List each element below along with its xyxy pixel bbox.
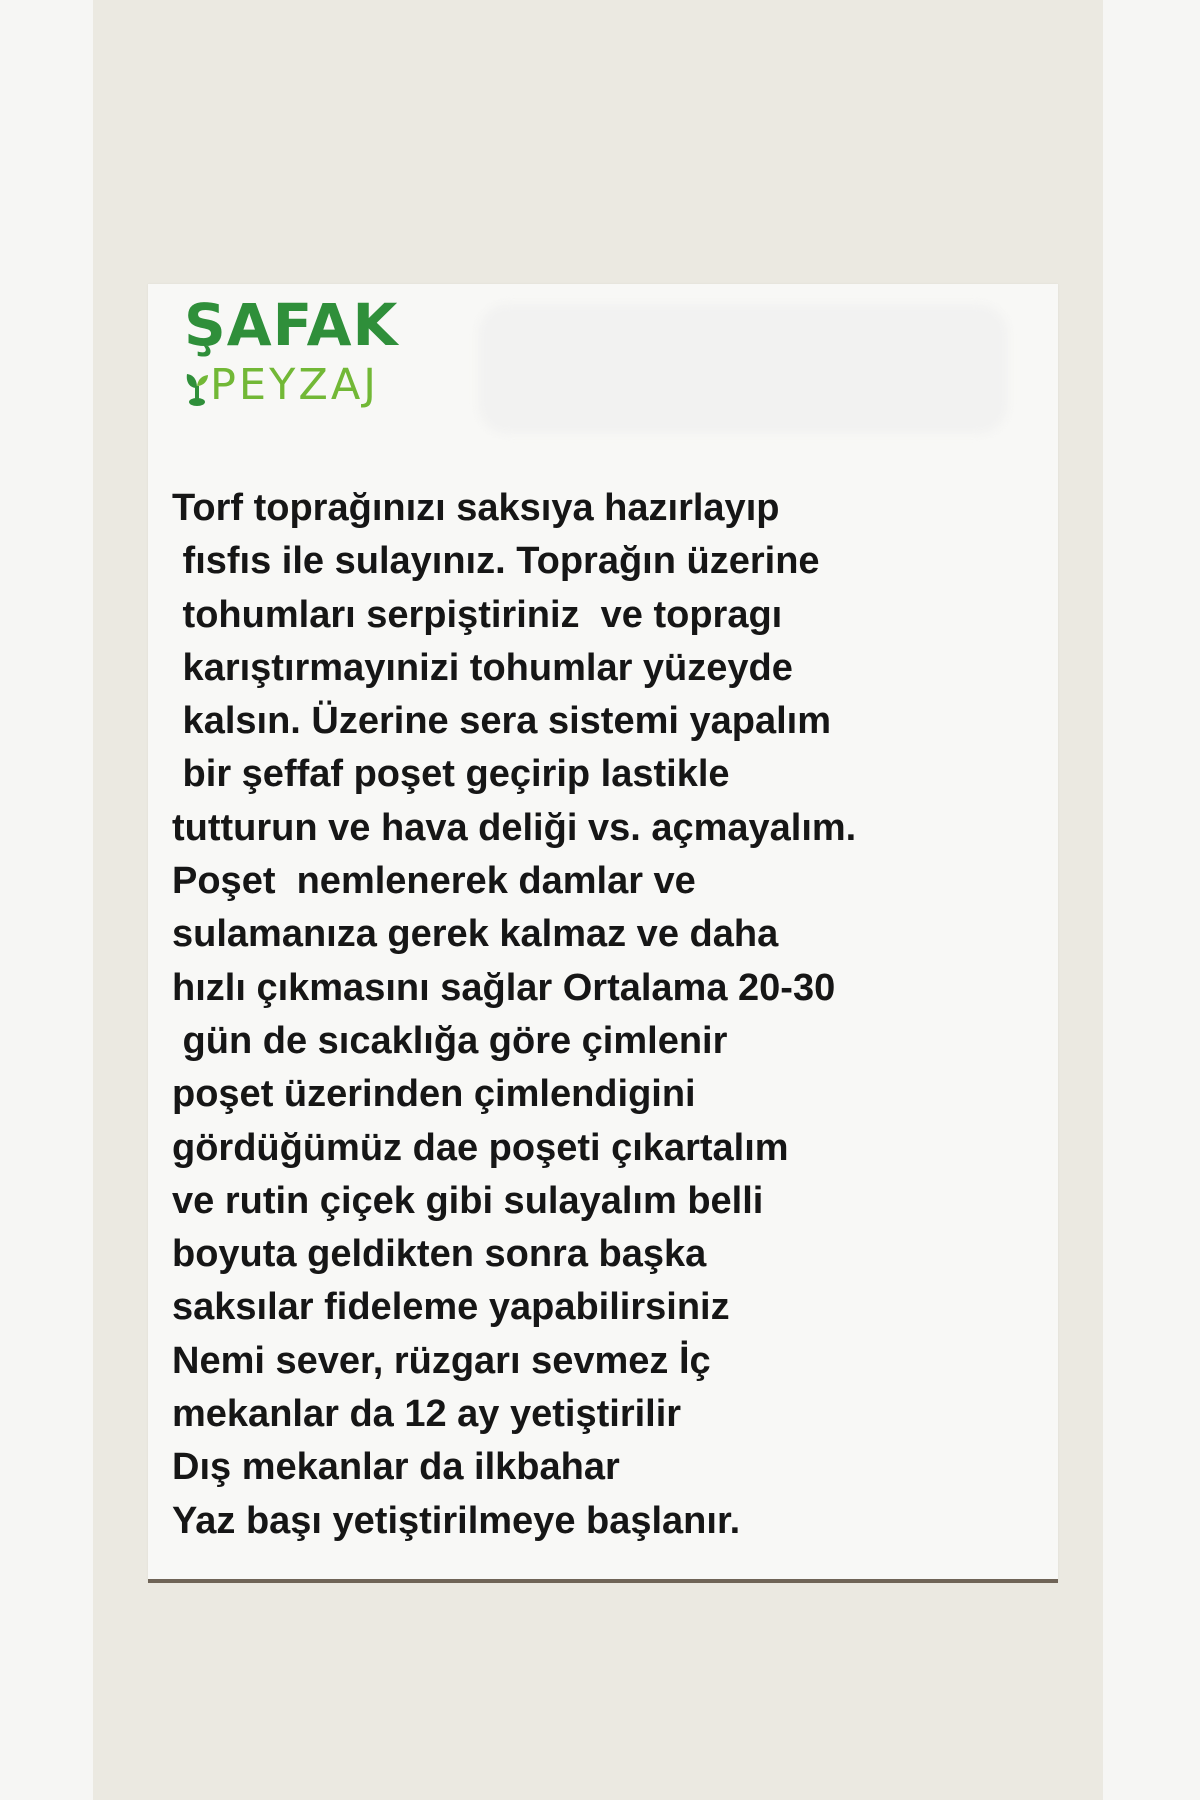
instruction-line: fısfıs ile sulayınız. Toprağın üzerine (172, 540, 820, 583)
instruction-line: Yaz başı yetiştirilmeye başlanır. (172, 1499, 741, 1542)
logo-wordmark-bottom: PEYZAJ (210, 360, 379, 410)
instruction-line: saksılar fideleme yapabilirsiniz (172, 1286, 730, 1329)
instruction-line: tutturun ve hava deliği vs. açmayalım. (172, 806, 857, 849)
instruction-line: boyuta geldikten sonra başka (172, 1233, 707, 1276)
instruction-line: Dış mekanlar da ilkbahar (172, 1446, 620, 1489)
instruction-line: hızlı çıkmasını sağlar Ortalama 20-30 (172, 966, 836, 1009)
instruction-line: tohumları serpiştiriniz ve topragı (172, 593, 783, 636)
instruction-line: karıştırmayınizi tohumlar yüzeyde (172, 646, 793, 689)
instruction-line: ve rutin çiçek gibi sulayalım belli (172, 1179, 764, 1222)
instruction-line: sulamanıza gerek kalmaz ve daha (172, 913, 779, 956)
brand-logo (184, 290, 444, 420)
card-edge (148, 1579, 1058, 1583)
instruction-line: Nemi sever, rüzgarı sevmez İç (172, 1339, 711, 1382)
instruction-line: poşet üzerinden çimlendigini (172, 1073, 696, 1116)
instruction-text (172, 482, 1052, 1548)
instruction-line: Torf toprağınızı saksıya hazırlayıp (172, 487, 780, 529)
logo-wordmark-top: ŞAFAK (184, 291, 399, 359)
instruction-line: gün de sıcaklığa göre çimlenir (172, 1019, 728, 1062)
instruction-line: mekanlar da 12 ay yetiştirilir (172, 1393, 682, 1436)
sprout-icon (184, 366, 210, 406)
instruction-line: gördüğümüz dae poşeti çıkartalım (172, 1126, 789, 1169)
instruction-line: kalsın. Üzerine sera sistemi yapalım (172, 700, 832, 743)
instruction-line: bir şeffaf poşet geçirip lastikle (172, 753, 730, 796)
redacted-area (478, 304, 1008, 434)
instruction-line: Poşet nemlenerek damlar ve (172, 860, 696, 903)
